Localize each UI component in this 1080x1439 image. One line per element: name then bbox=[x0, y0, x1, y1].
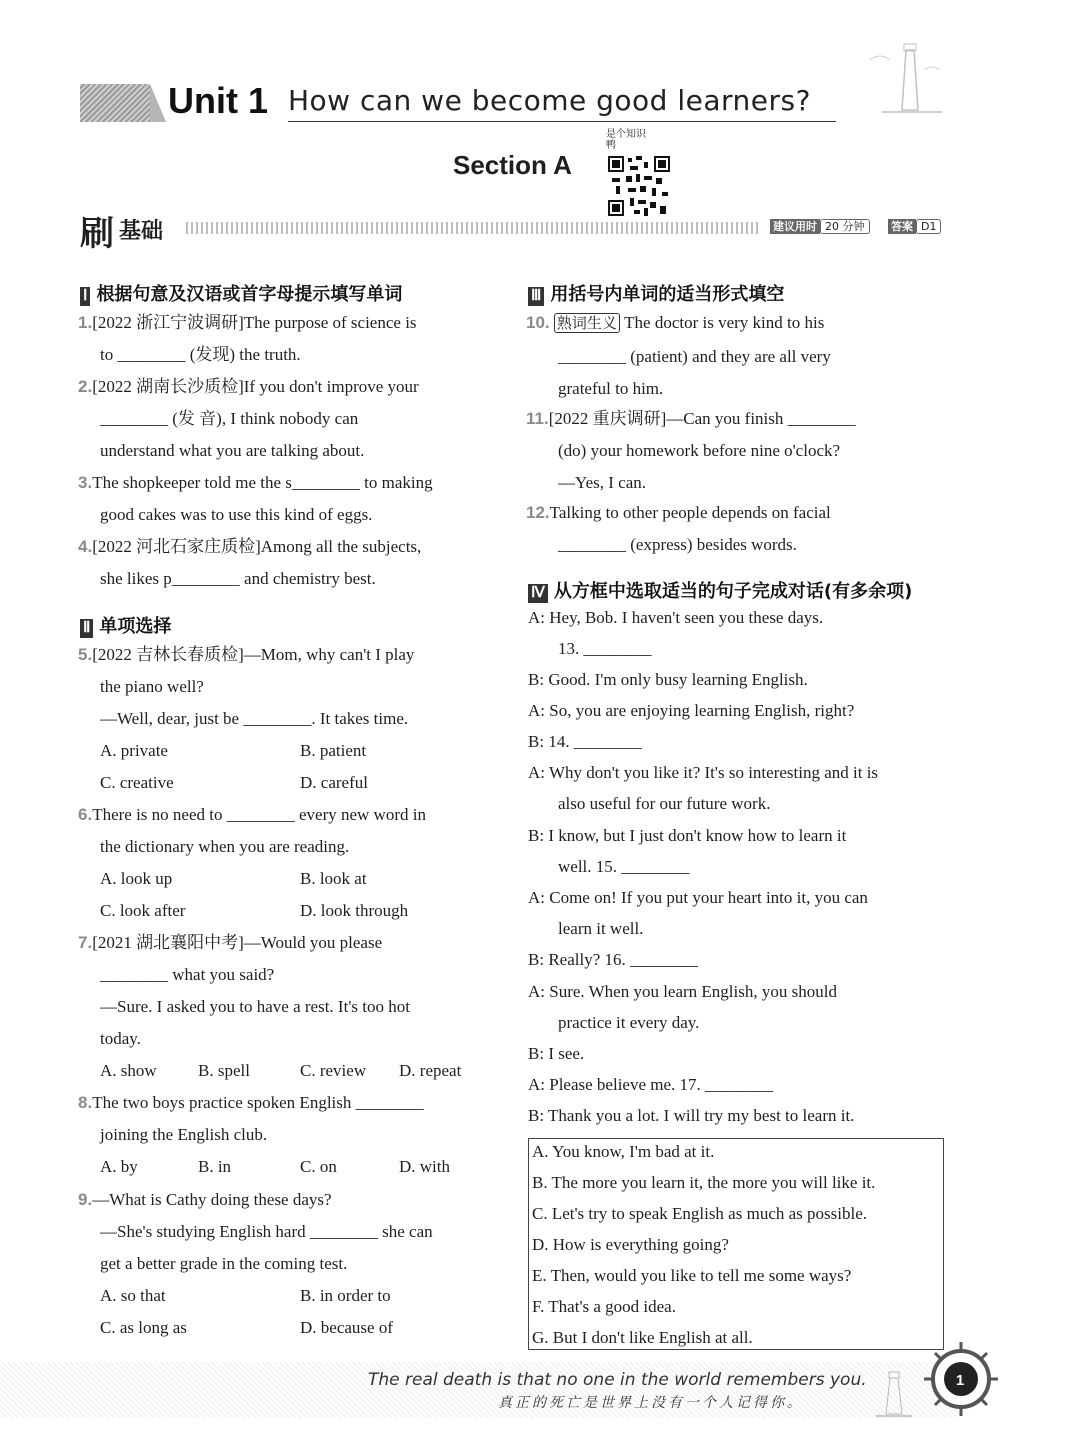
title-underline bbox=[288, 121, 836, 122]
q2-line3: understand what you are talking about. bbox=[100, 441, 365, 460]
q8-option-c[interactable]: C. on bbox=[300, 1157, 337, 1176]
dialogue-line: B: I see. bbox=[528, 1044, 585, 1063]
q9-option-d[interactable]: D. because of bbox=[300, 1318, 393, 1337]
q9-option-c[interactable]: C. as long as bbox=[100, 1318, 187, 1337]
answer-tag bbox=[888, 219, 941, 235]
q9-line2: —She's studying English hard ________ she can bbox=[100, 1222, 433, 1241]
dialogue-line: B: Really? 16. ________ bbox=[528, 950, 698, 969]
q1-line2: to ________ (发现) the truth. bbox=[100, 345, 301, 364]
unit-banner-decoration bbox=[80, 84, 150, 122]
dialogue-line: 13. ________ bbox=[558, 639, 652, 658]
q7-line4: today. bbox=[100, 1029, 141, 1048]
choice-e[interactable]: E. Then, would you like to tell me some ways? bbox=[532, 1266, 852, 1285]
q5-line3: —Well, dear, just be ________. It takes time. bbox=[100, 709, 409, 728]
q7-line3: —Sure. I asked you to have a rest. It's too hot bbox=[100, 997, 410, 1016]
q10-line2: ________ (patient) and they are all very bbox=[558, 347, 831, 366]
q7-option-d[interactable]: D. repeat bbox=[399, 1061, 462, 1080]
choice-c[interactable]: C. Let's try to speak English as much as possible. bbox=[532, 1204, 867, 1223]
qr-code-icon[interactable] bbox=[608, 156, 670, 216]
answer-page: D1 bbox=[916, 219, 941, 234]
q7-line2: ________ what you said? bbox=[100, 965, 275, 984]
q8-option-d[interactable]: D. with bbox=[399, 1157, 450, 1176]
dialogue-line: A: Hey, Bob. I haven't seen you these days. bbox=[528, 608, 824, 627]
dialogue-line: B: I know, but I just don't know how to learn it bbox=[528, 826, 847, 845]
q7-option-b[interactable]: B. spell bbox=[198, 1061, 250, 1080]
footer-quote-english: The real death is that no one in the world remembers you. bbox=[368, 1370, 867, 1390]
q9-option-a[interactable]: A. so that bbox=[100, 1286, 166, 1305]
qr-caption: 是个知识鸭 bbox=[606, 129, 646, 151]
q2-line1: 2.[2022 湖南长沙质检]If you don't improve your bbox=[78, 377, 419, 396]
q8-line2: joining the English club. bbox=[100, 1125, 268, 1144]
q2-line2: ________ (发 音), I think nobody can bbox=[100, 409, 359, 428]
q11-line2: (do) your homework before nine o'clock? bbox=[558, 441, 841, 460]
q1-line1: 1.[2022 浙江宁波调研]The purpose of science is bbox=[78, 313, 417, 332]
dialogue-line: A: Why don't you like it? It's so interesting and it is bbox=[528, 763, 879, 782]
choice-f[interactable]: F. That's a good idea. bbox=[532, 1297, 676, 1316]
q6-option-a[interactable]: A. look up bbox=[100, 869, 173, 888]
q6-line2: the dictionary when you are reading. bbox=[100, 837, 350, 856]
footer-quote-chinese: 真正的死亡是世界上没有一个人记得你。 bbox=[498, 1395, 804, 1411]
q9-option-b[interactable]: B. in order to bbox=[300, 1286, 391, 1305]
unit-title: How can we become good learners? bbox=[288, 84, 811, 117]
dialogue-line: practice it every day. bbox=[558, 1013, 700, 1032]
q6-option-d[interactable]: D. look through bbox=[300, 901, 409, 920]
q5-option-d[interactable]: D. careful bbox=[300, 773, 368, 792]
q10-line1: 10. 熟词生义 The doctor is very kind to his bbox=[526, 313, 825, 332]
header-divider bbox=[186, 222, 760, 234]
dialogue-line: A: Sure. When you learn English, you should bbox=[528, 982, 837, 1001]
section-heading-3: Ⅲ 用括号内单词的适当形式填空 bbox=[528, 280, 784, 306]
brand-subtitle: 基础 bbox=[119, 219, 164, 244]
q10-tag: 熟词生义 bbox=[554, 313, 620, 333]
dialogue-line: well. 15. ________ bbox=[558, 857, 690, 876]
q11-line3: —Yes, I can. bbox=[558, 473, 646, 492]
q3-line2: good cakes was to use this kind of eggs. bbox=[100, 505, 373, 524]
dialogue-line: learn it well. bbox=[558, 919, 644, 938]
dialogue-line: B: 14. ________ bbox=[528, 732, 642, 751]
choice-b[interactable]: B. The more you learn it, the more you will like it. bbox=[532, 1173, 876, 1192]
q5-line2: the piano well? bbox=[100, 677, 204, 696]
choice-a[interactable]: A. You know, I'm bad at it. bbox=[532, 1142, 715, 1161]
unit-number: Unit 1 bbox=[168, 80, 269, 121]
section-heading-1: Ⅰ 根据句意及汉语或首字母提示填写单词 bbox=[80, 280, 402, 306]
q9-line3: get a better grade in the coming test. bbox=[100, 1254, 348, 1273]
brand-mark: 刷 bbox=[80, 214, 114, 254]
suggested-time-tag bbox=[770, 219, 870, 235]
q8-line1: 8.The two boys practice spoken English ________ bbox=[78, 1093, 424, 1112]
dialogue-line: also useful for our future work. bbox=[558, 794, 771, 813]
section-title: Section A bbox=[453, 150, 572, 180]
q5-option-a[interactable]: A. private bbox=[100, 741, 168, 760]
time-value: 20 分钟 bbox=[820, 219, 870, 234]
choice-g[interactable]: G. But I don't like English at all. bbox=[532, 1328, 753, 1347]
q5-line1: 5.[2022 吉林长春质检]—Mom, why can't I play bbox=[78, 645, 415, 664]
q12-line2: ________ (express) besides words. bbox=[558, 535, 797, 554]
page-number: 1 bbox=[955, 1372, 965, 1389]
dialogue-line: B: Good. I'm only busy learning English. bbox=[528, 670, 808, 689]
q4-line2: she likes p________ and chemistry best. bbox=[100, 569, 376, 588]
dialogue-line: A: Come on! If you put your heart into it, you can bbox=[528, 888, 868, 907]
dialogue-line: B: Thank you a lot. I will try my best to learn it. bbox=[528, 1106, 855, 1125]
q6-option-c[interactable]: C. look after bbox=[100, 901, 186, 920]
lighthouse-footer-icon bbox=[872, 1370, 916, 1418]
dialogue-line: A: Please believe me. 17. ________ bbox=[528, 1075, 774, 1094]
time-label: 建议用时 bbox=[770, 219, 820, 234]
q10-line3: grateful to him. bbox=[558, 379, 664, 398]
q6-line1: 6.There is no need to ________ every new word in bbox=[78, 805, 426, 824]
q12-line1: 12.Talking to other people depends on facial bbox=[526, 503, 831, 522]
section-heading-4: Ⅳ 从方框中选取适当的句子完成对话(有多余项) bbox=[528, 577, 912, 603]
q3-line1: 3.The shopkeeper told me the s________ to making bbox=[78, 473, 433, 492]
lighthouse-decoration-icon bbox=[862, 40, 948, 120]
q7-option-a[interactable]: A. show bbox=[100, 1061, 157, 1080]
dialogue-line: A: So, you are enjoying learning English, right? bbox=[528, 701, 855, 720]
section-heading-2: Ⅱ 单项选择 bbox=[80, 612, 171, 638]
q8-option-b[interactable]: B. in bbox=[198, 1157, 232, 1176]
q7-option-c[interactable]: C. review bbox=[300, 1061, 367, 1080]
q6-option-b[interactable]: B. look at bbox=[300, 869, 367, 888]
q11-line1: 11.[2022 重庆调研]—Can you finish ________ bbox=[526, 409, 856, 428]
answer-label: 答案 bbox=[888, 219, 916, 234]
q9-line1: 9.—What is Cathy doing these days? bbox=[78, 1190, 332, 1209]
q7-line1: 7.[2021 湖北襄阳中考]—Would you please bbox=[78, 933, 383, 952]
q5-option-c[interactable]: C. creative bbox=[100, 773, 174, 792]
q4-line1: 4.[2022 河北石家庄质检]Among all the subjects, bbox=[78, 537, 422, 556]
q5-option-b[interactable]: B. patient bbox=[300, 741, 367, 760]
q8-option-a[interactable]: A. by bbox=[100, 1157, 138, 1176]
choice-d[interactable]: D. How is everything going? bbox=[532, 1235, 729, 1254]
